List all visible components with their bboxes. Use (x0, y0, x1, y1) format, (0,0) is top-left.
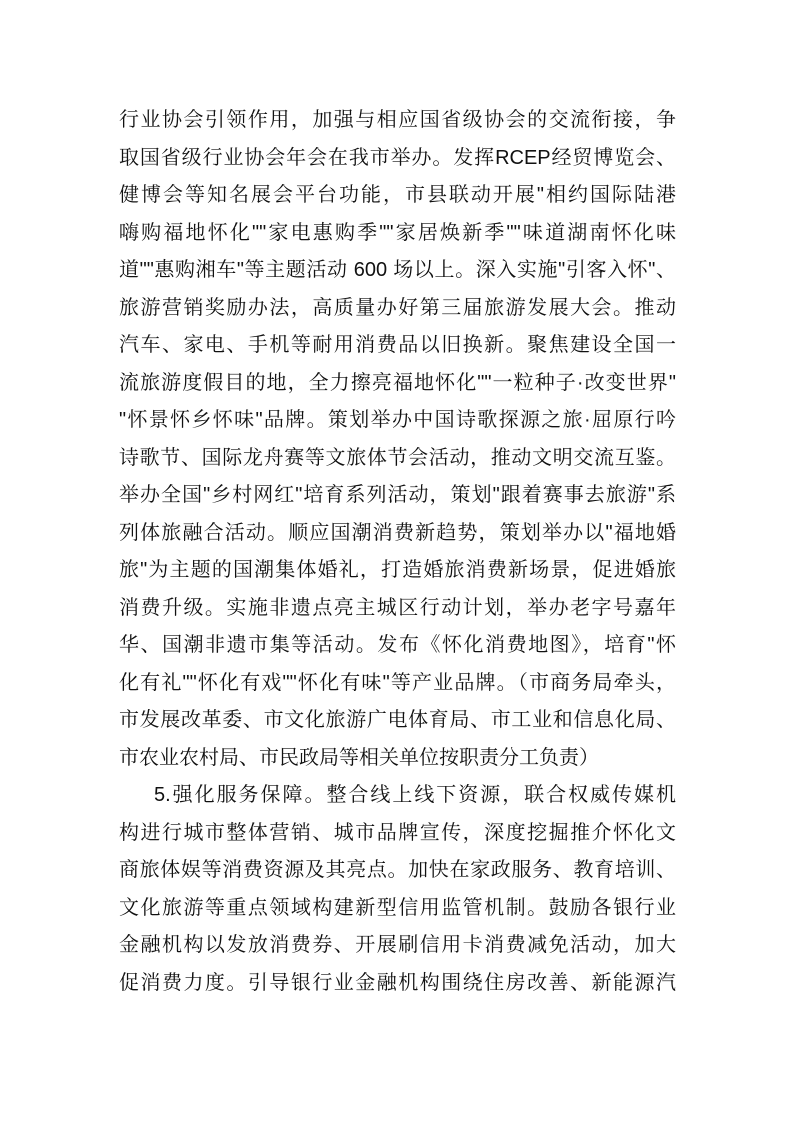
text-line: 流旅游度假目的地，全力擦亮福地怀化""一粒种子·改变世界" (119, 371, 676, 394)
text-line: 市发展改革委、市文化旅游广电体育局、市工业和信息化局、 (119, 709, 676, 731)
text-line-paragraph-end: 市农业农村局、市民政局等相关单位按职责分工负责） (119, 746, 599, 769)
text-line: 消费升级。实施非遗点亮主城区行动计划，举办老字号嘉年 (119, 596, 676, 619)
text-line-item-5-start: 5.强化服务保障。整合线上线下资源，联合权威传媒机 (154, 784, 676, 806)
text-line: 嗨购福地怀化""家电惠购季""家居焕新季""味道湖南怀化味 (119, 221, 676, 244)
text-line: 取国省级行业协会年会在我市举办。发挥RCEP经贸博览会、 (119, 146, 676, 169)
text-line: 健博会等知名展会平台功能，市县联动开展"相约国际陆港 (119, 184, 676, 206)
text-line: 构进行城市整体营销、城市品牌宣传，深度挖掘推介怀化文 (119, 821, 676, 844)
document-text-block (119, 102, 676, 1002)
text-line: 诗歌节、国际龙舟赛等文旅体节会活动，推动文明交流互鉴。 (119, 446, 676, 469)
text-line: 列体旅融合活动。顺应国潮消费新趋势，策划举办以"福地婚 (119, 521, 676, 544)
text-line: 华、国潮非遗市集等活动。发布《怀化消费地图》，培育"怀 (119, 634, 676, 656)
text-line: 文化旅游等重点领域构建新型信用监管机制。鼓励各银行业 (119, 896, 676, 919)
text-line: 旅游营销奖励办法，高质量办好第三届旅游发展大会。推动 (119, 296, 676, 319)
text-line: 金融机构以发放消费券、开展刷信用卡消费减免活动，加大 (119, 934, 676, 956)
text-line: "怀景怀乡怀味"品牌。策划举办中国诗歌探源之旅·屈原行吟 (119, 409, 676, 431)
text-line: 汽车、家电、手机等耐用消费品以旧换新。聚焦建设全国一 (119, 334, 676, 356)
text-line: 道""惠购湘车"等主题活动 600 场以上。深入实施"引客入怀"、 (119, 259, 676, 281)
text-line: 商旅体娱等消费资源及其亮点。加快在家政服务、教育培训、 (119, 859, 676, 881)
text-line: 化有礼""怀化有戏""怀化有味"等产业品牌。（市商务局牵头， (119, 671, 676, 694)
text-line: 促消费力度。引导银行业金融机构围绕住房改善、新能源汽 (119, 971, 676, 994)
text-line: 旅"为主题的国潮集体婚礼，打造婚旅消费新场景，促进婚旅 (119, 559, 676, 581)
text-line: 行业协会引领作用，加强与相应国省级协会的交流衔接，争 (119, 109, 676, 131)
text-line: 举办全国"乡村网红"培育系列活动，策划"跟着赛事去旅游"系 (119, 484, 676, 506)
